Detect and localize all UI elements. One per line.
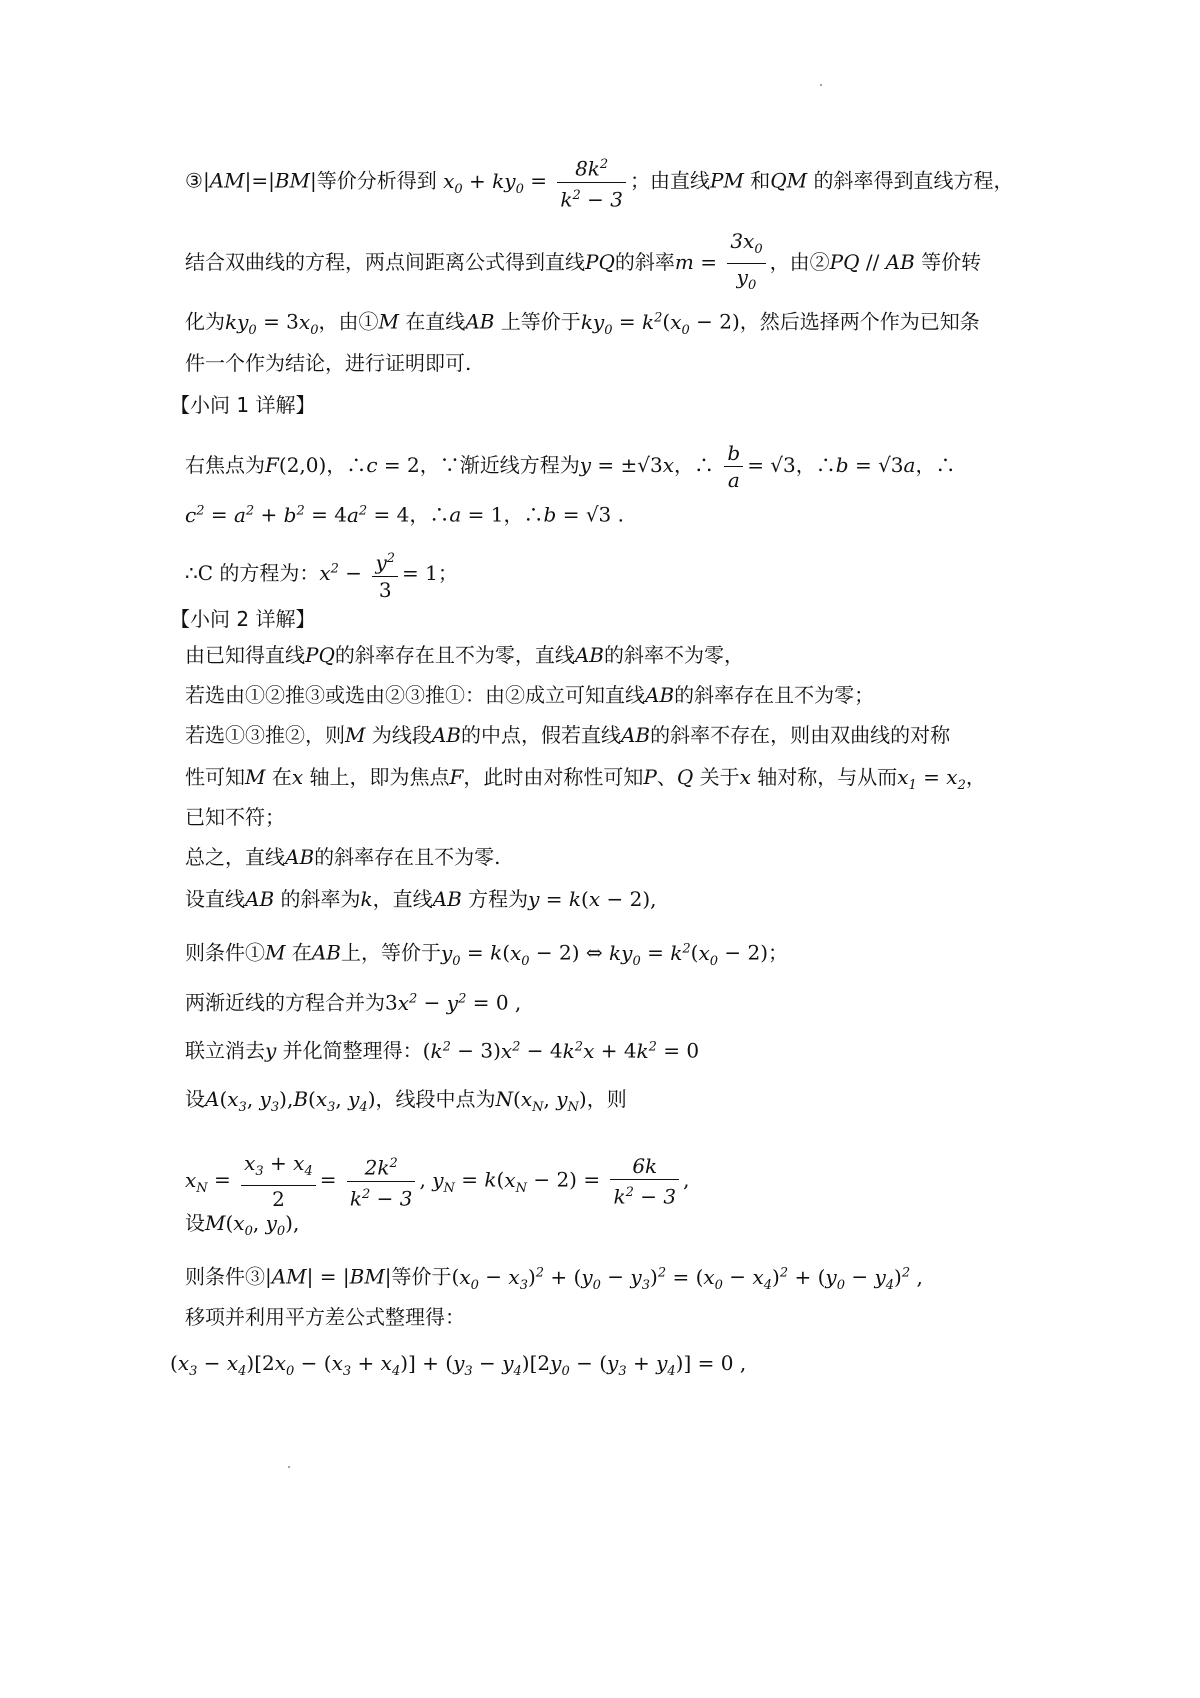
text: 的斜率为: [280, 887, 361, 911]
fraction: $\frac{2k^2}{k^2 - 3}$: [347, 1151, 416, 1211]
text: ，∴: [409, 502, 450, 527]
text: 设: [185, 1087, 205, 1111]
text: ；由直线: [629, 168, 710, 193]
text: ，由①: [318, 309, 379, 334]
text: 的斜率: [614, 250, 675, 274]
text: 结合双曲线的方程，两点间距离公式得到直线: [185, 250, 585, 274]
q2-line-11: 设$A(x_3$, $y_3),B(x_3$, $y_4$)，线段中点为$N(x_N$, $y_N$)，则: [185, 1087, 627, 1115]
text: ，直线: [372, 887, 433, 911]
text: ，∴: [674, 453, 715, 477]
text: 若选①③推②，则: [185, 723, 345, 747]
text: ∴C 的方程为：: [185, 560, 320, 585]
text: 、: [656, 765, 677, 789]
text: 方程为: [468, 887, 529, 911]
text: 右焦点为: [185, 453, 265, 477]
q2-line-9: 两渐近线的方程合并为$3x^2 - y^2 = 0$ ,: [185, 990, 522, 1015]
text: 设: [185, 1211, 205, 1235]
q1-line-1: 右焦点为F(2,0)，∴c = 2，∵渐近线方程为y = ±√3x，∴ $\frac{b}{a}$ = √3，∴b = √3a，∴: [185, 441, 956, 492]
q2-line-15: 移项并利用平方差公式整理得：: [185, 1305, 465, 1329]
text: ；: [437, 560, 458, 585]
q2-line-5: 已知不符；: [185, 805, 285, 829]
text: 等价转: [921, 250, 982, 274]
intro-line-4: 件一个作为结论，进行证明即可.: [185, 351, 472, 375]
fraction: $\frac{3x_0}{y_0}$: [727, 228, 765, 299]
q2-line-7: 设直线AB 的斜率为k，直线AB 方程为y = k(x − 2),: [185, 887, 657, 911]
text: ，则: [586, 1087, 627, 1111]
q2-line-8: 则条件①M 在AB上，等价于$y_0 = k(x_0 - 2)$ ⇔ $ky_0 = k^2(x_0 - 2)$；: [185, 940, 789, 969]
text: 则条件①: [185, 940, 265, 965]
scan-dot: [288, 1466, 290, 1468]
text: 轴上，即为焦点: [309, 765, 450, 789]
q2-line-13: 设$M(x_0$, $y_0$),: [185, 1211, 300, 1239]
intro-line-3: 化为$ky_0 = 3x_0$，由①M 在直线AB 上等价于$ky_0 = k^2(x_0 - 2)$，然后选择两个作为已知条: [185, 309, 980, 338]
circled-3: ③: [185, 168, 203, 193]
text: 轴对称，与从而: [757, 765, 898, 789]
text: ，∴: [795, 453, 836, 477]
q1-line-3: ∴C 的方程为：$x^2$ − $\frac{y^2}{3}$ = 1；: [185, 546, 458, 603]
text: ，∴: [326, 453, 367, 477]
text: 化为: [185, 309, 225, 334]
q2-line-12: $x_N$ = $\frac{x_3 + x_4}{2}$ = $\frac{2k^2}{k^2 - 3}$ , $y_N = k(x_N - 2)$ = $\frac{6k}{k^2 - 3}$ ,: [185, 1151, 690, 1211]
text: 等价于: [391, 1264, 452, 1289]
q2-heading: 【小问 2 详解】: [170, 607, 316, 631]
q1-heading: 【小问 1 详解】: [170, 393, 316, 417]
text: ，线段中点为: [375, 1087, 496, 1111]
text: 由已知得直线: [185, 643, 305, 667]
text: 的斜率不存在，则由双曲线的对称: [650, 723, 951, 747]
q2-line-4: 性可知M 在x 轴上，即为焦点F，此时由对称性可知P、Q 关于x 轴对称，与从而$x_1 = x_2$，: [185, 765, 986, 793]
text: ，∴: [503, 502, 544, 527]
text: 并化简整理得：: [282, 1038, 423, 1063]
text: ，由②: [769, 250, 830, 274]
fraction: $\frac{x_3 + x_4}{2}$: [241, 1150, 316, 1212]
text: 关于: [699, 765, 740, 789]
text: 上，等价于: [340, 940, 441, 965]
text: 的斜率得到直线方程，: [813, 168, 1014, 193]
intro-line-2: 结合双曲线的方程，两点间距离公式得到直线PQ的斜率m = $\frac{3x_0}{y_0}$ ，由②PQ // AB 等价转: [185, 228, 981, 299]
text: ，然后选择两个作为已知条: [739, 309, 980, 334]
text: ，∴: [915, 453, 956, 477]
text: 的斜率不为零，: [604, 643, 744, 667]
text: 的斜率存在且不为零，直线: [334, 643, 575, 667]
q2-line-2: 若选由①②推③或选由②③推①：由②成立可知直线AB的斜率存在且不为零；: [185, 683, 875, 707]
q2-line-10: 联立消去y 并化简整理得：$(k^2 - 3)x^2 - 4k^2x + 4k^2 = 0$: [185, 1038, 700, 1063]
text: 在: [271, 765, 292, 789]
q2-line-1: 由已知得直线PQ的斜率存在且不为零，直线AB的斜率不为零，: [185, 643, 744, 667]
text: 在: [291, 940, 312, 965]
text: 的斜率存在且不为零；: [674, 683, 875, 707]
text: 在直线: [405, 309, 466, 334]
text: 性可知: [185, 765, 245, 789]
q1-line-2: $c^2 = a^2 + b^2 = 4a^2 = 4$，∴a = 1，∴b = √3 .: [185, 502, 624, 527]
text: 为线段: [371, 723, 432, 747]
fraction: $\frac{y^2}{3}$: [372, 546, 398, 603]
scan-dot: [820, 84, 822, 86]
text: 若选由①②推③或选由②③推①：由②成立可知直线: [185, 683, 645, 707]
text: 则条件③: [185, 1264, 265, 1289]
intro-line-1: ③|AM|=|BM|等价分析得到 $x_0 + ky_0$ = $\frac{8k^2}{k^2 - 3}$ ；由直线PM 和QM 的斜率得到直线方程，: [185, 152, 1013, 212]
text: ，: [965, 765, 986, 789]
text: 总之，直线: [185, 845, 285, 869]
fraction: $\frac{6k}{k^2 - 3}$: [610, 1153, 679, 1210]
text: ，∵渐近线方程为: [419, 453, 580, 477]
text: 和: [750, 168, 771, 193]
text: 上等价于: [500, 309, 581, 334]
text: 等价分析得到: [316, 168, 437, 193]
text: 联立消去: [185, 1038, 265, 1063]
q2-line-14: 则条件③|AM| = |BM|等价于$(x_0 - x_3)^2 + (y_0 - y_3)^2 = (x_0 - x_4)^2 + (y_0 - y_4)^2$ ,: [185, 1264, 923, 1293]
q2-line-3: 若选①③推②，则M 为线段AB的中点，假若直线AB的斜率不存在，则由双曲线的对称: [185, 723, 951, 747]
fraction: $\frac{b}{a}$: [724, 440, 743, 493]
text: 的中点，假若直线: [460, 723, 621, 747]
text: 两渐近线的方程合并为: [185, 990, 385, 1015]
q2-line-16: $(x_3 - x_4)[2x_0 - (x_3 + x_4)] + (y_3 - y_4)[2y_0 - (y_3 + y_4)] = 0$ ,: [170, 1351, 747, 1379]
text: ，此时由对称性可知: [463, 765, 644, 789]
fraction: $\frac{8k^2}{k^2 - 3}$: [557, 152, 626, 212]
q2-line-6: 总之，直线AB的斜率存在且不为零.: [185, 845, 501, 869]
text: 的斜率存在且不为零.: [314, 845, 501, 869]
text: 设直线: [185, 887, 245, 911]
